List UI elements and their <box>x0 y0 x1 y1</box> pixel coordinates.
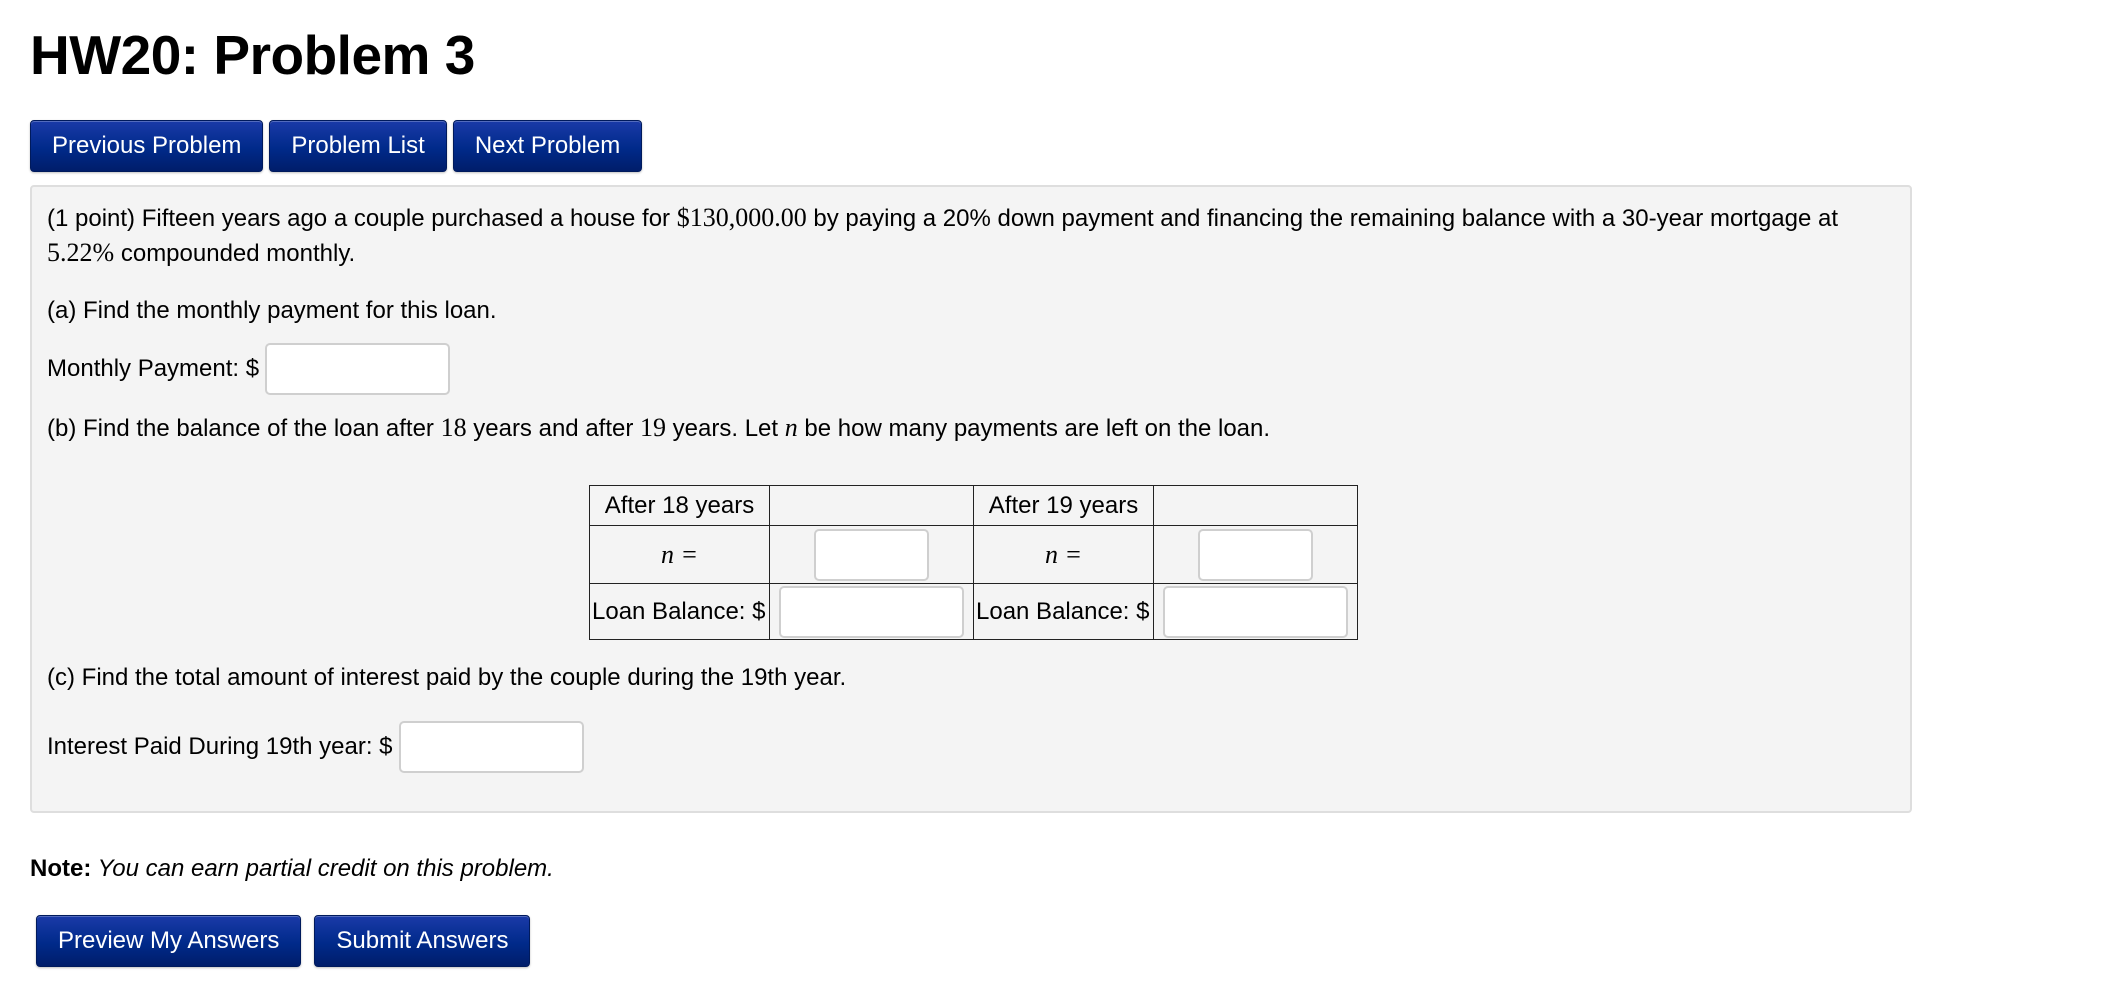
n-cell-18 <box>770 526 974 584</box>
question-text: years. Let <box>666 415 785 442</box>
balance-input-18[interactable] <box>779 586 964 638</box>
balance-cell-18 <box>770 584 974 640</box>
interest-paid-label: Interest Paid During 19th year: $ <box>47 733 393 760</box>
after-19-header: After 19 years <box>974 486 1154 526</box>
statement-text: by paying a 20% down payment and financing the remaining balance with a 30-year mortgage at <box>806 205 1839 232</box>
n-input-18[interactable] <box>814 529 929 581</box>
empty-cell <box>1154 486 1358 526</box>
statement-text: compounded monthly. <box>114 240 356 267</box>
monthly-payment-row <box>47 343 1895 395</box>
question-text: be how many payments are left on the loan. <box>797 415 1271 442</box>
n-input-19[interactable] <box>1198 529 1313 581</box>
problem-panel <box>30 185 1912 813</box>
note-text: You can earn partial credit on this problem. <box>91 855 554 882</box>
part-a-question: (a) Find the monthly payment for this loan. <box>47 297 497 324</box>
page-title: HW20: Problem 3 <box>30 24 475 86</box>
part-c-question: (c) Find the total amount of interest paid by the couple during the 19th year. <box>47 664 847 691</box>
problem-list-button[interactable]: Problem List <box>269 120 446 172</box>
balance-cell-19 <box>1154 584 1358 640</box>
interest-paid-input[interactable] <box>399 721 584 773</box>
monthly-payment-label: Monthly Payment: $ <box>47 355 260 382</box>
after-18-header: After 18 years <box>590 486 770 526</box>
part-b-question <box>47 411 1895 446</box>
submit-answers-button[interactable]: Submit Answers <box>314 915 530 967</box>
partial-credit-note <box>30 855 554 883</box>
n-label-19: n = <box>974 526 1154 584</box>
problem-navigation <box>30 120 642 172</box>
preview-answers-button[interactable]: Preview My Answers <box>36 915 301 967</box>
n-cell-19 <box>1154 526 1358 584</box>
balance-label-19: Loan Balance: $ <box>974 584 1154 640</box>
house-price: $130,000.00 <box>676 203 807 232</box>
next-problem-button[interactable]: Next Problem <box>453 120 642 172</box>
years-value: 19 <box>640 413 667 442</box>
answer-actions <box>36 915 530 967</box>
empty-cell <box>770 486 974 526</box>
question-text: (b) Find the balance of the loan after <box>47 415 441 442</box>
problem-statement <box>47 201 1897 271</box>
balance-label-18: Loan Balance: $ <box>590 584 770 640</box>
balance-input-19[interactable] <box>1163 586 1348 638</box>
previous-problem-button[interactable]: Previous Problem <box>30 120 263 172</box>
loan-balance-table <box>589 485 1358 640</box>
statement-text: (1 point) Fifteen years ago a couple purchased a house for <box>47 205 677 232</box>
n-label-18: n = <box>590 526 770 584</box>
variable-n: n <box>784 413 798 442</box>
years-value: 18 <box>440 413 467 442</box>
note-label: Note: <box>30 855 92 882</box>
interest-paid-row <box>47 721 584 773</box>
interest-rate: 5.22% <box>47 238 115 267</box>
question-text: years and after <box>466 415 641 442</box>
monthly-payment-input[interactable] <box>265 343 450 395</box>
